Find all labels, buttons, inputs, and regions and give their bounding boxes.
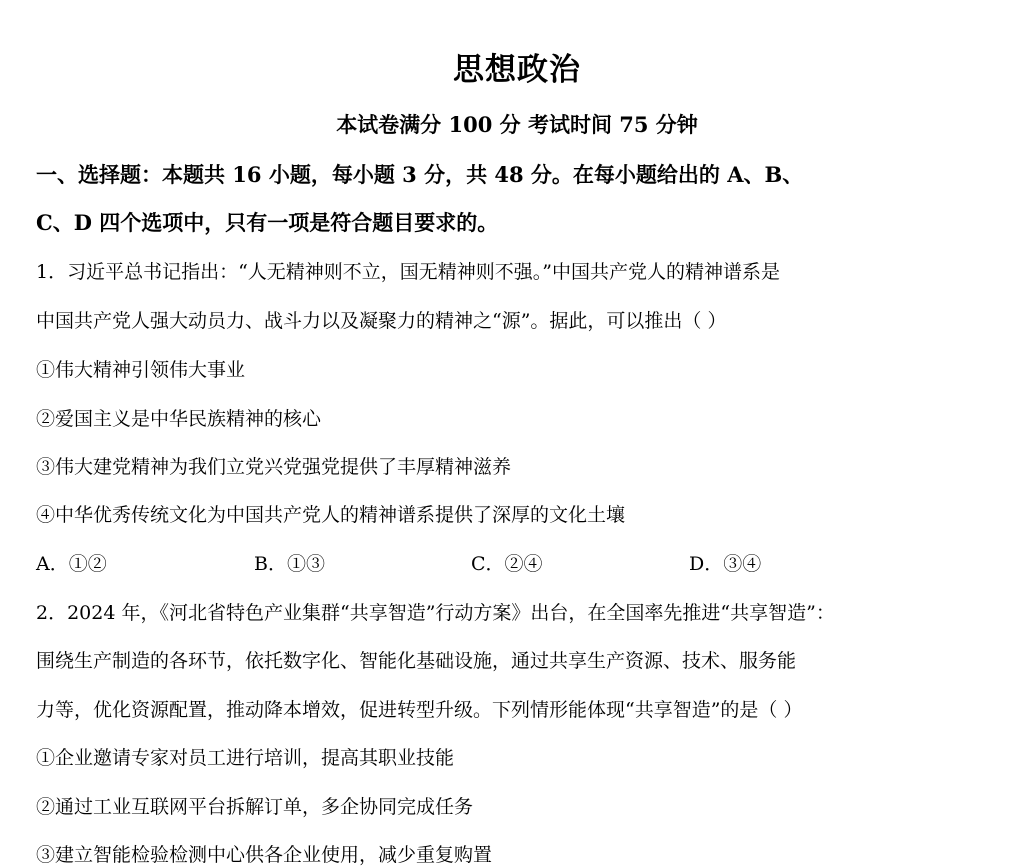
question-2-stem-line-2: 围绕生产制造的各环节，依托数字化、智能化基础设施，通过共享生产资源、技术、服务能 bbox=[36, 650, 797, 672]
question-1-statement-1: ①伟大精神引领伟大事业 bbox=[36, 359, 246, 381]
section-heading-line-1: 一、选择题：本题共 16 小题，每小题 3 分，共 48 分。在每小题给出的 A、B、 bbox=[36, 162, 804, 187]
question-2-stem-line-1: 2．2024 年，《河北省特色产业集群“共享智造”行动方案》出台，在全国率先推进“共享智造”： bbox=[36, 602, 835, 624]
question-2-stem-line-3: 力等，优化资源配置，推动降本增效，促进转型升级。下列情形能体现“共享智造”的是（ ） bbox=[36, 699, 803, 721]
question-1-option-d: D．③④ bbox=[689, 553, 762, 575]
page-title: 思想政治 bbox=[453, 52, 581, 88]
question-1-option-c: C．②④ bbox=[471, 553, 543, 575]
exam-info: 本试卷满分 100 分 考试时间 75 分钟 bbox=[336, 112, 698, 137]
question-2-statement-2: ②通过工业互联网平台拆解订单，多企协同完成任务 bbox=[36, 796, 474, 818]
question-1-statement-2: ②爱国主义是中华民族精神的核心 bbox=[36, 408, 322, 430]
question-2-statement-3: ③建立智能检验检测中心供各企业使用，减少重复购置 bbox=[36, 844, 493, 866]
question-1-option-b: B．①③ bbox=[254, 553, 325, 575]
question-1-statement-3: ③伟大建党精神为我们立党兴党强党提供了丰厚精神滋养 bbox=[36, 456, 512, 478]
section-heading-line-2: C、D 四个选项中，只有一项是符合题目要求的。 bbox=[36, 210, 499, 235]
question-1-stem-line-1: 1．习近平总书记指出：“人无精神则不立，国无精神则不强。”中国共产党人的精神谱系是 bbox=[36, 261, 781, 283]
question-1-statement-4: ④中华优秀传统文化为中国共产党人的精神谱系提供了深厚的文化土壤 bbox=[36, 504, 626, 526]
question-1-option-a: A．①② bbox=[36, 553, 107, 575]
question-2-statement-1: ①企业邀请专家对员工进行培训，提高其职业技能 bbox=[36, 747, 455, 769]
question-1-stem-line-2: 中国共产党人强大动员力、战斗力以及凝聚力的精神之“源”。据此，可以推出（ ） bbox=[36, 310, 727, 332]
